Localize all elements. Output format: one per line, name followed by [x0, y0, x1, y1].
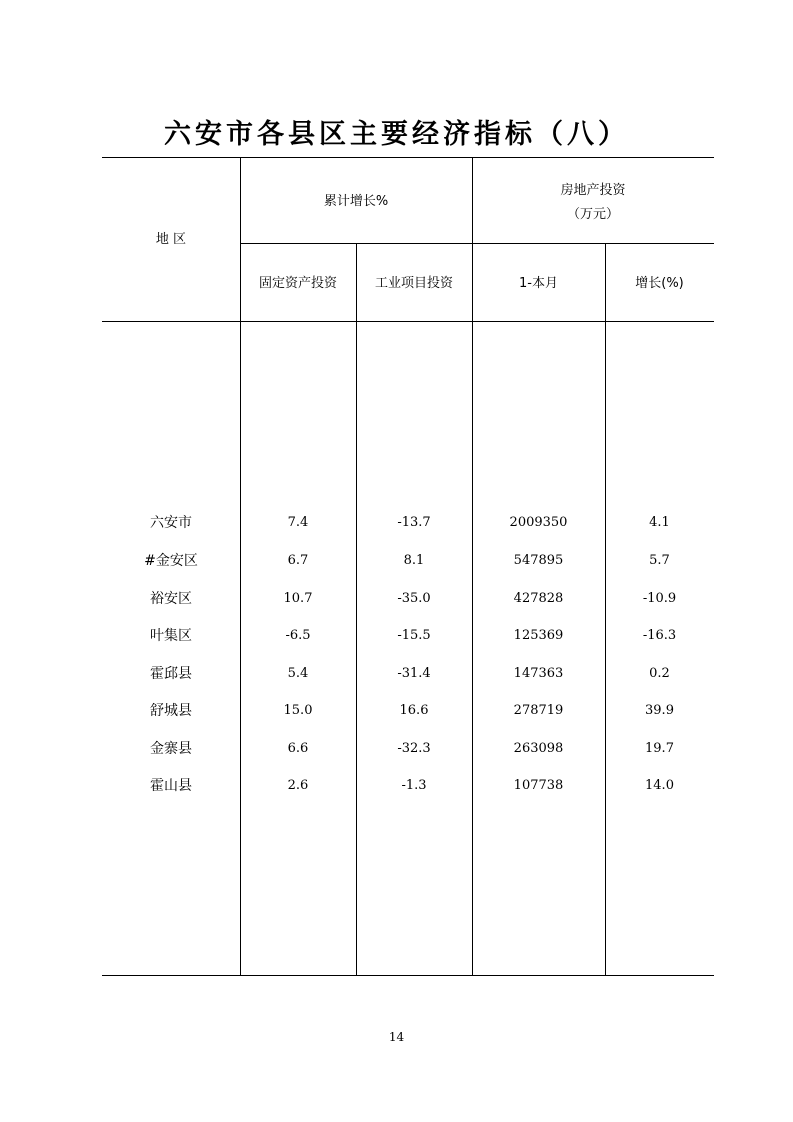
header-region: 地 区: [155, 232, 187, 247]
cell-ytd: 147363: [513, 666, 564, 681]
cell-industrial: -1.3: [401, 778, 427, 793]
row-region: #金安区: [144, 553, 198, 569]
cell-ytd: 427828: [513, 591, 564, 606]
page-number: 14: [388, 1030, 405, 1044]
header-fixed-asset: 固定资产投资: [258, 276, 337, 291]
header-cumulative-growth: 累计增长%: [323, 194, 389, 209]
cell-industrial: 16.6: [399, 703, 429, 718]
header-ytd: 1-本月: [519, 276, 558, 291]
row-region: 金寨县: [150, 741, 192, 757]
cell-ytd: 278719: [513, 703, 564, 718]
row-region: 霍山县: [150, 778, 192, 794]
cell-industrial: -13.7: [397, 515, 431, 530]
cell-industrial: -35.0: [397, 591, 431, 606]
row-region: 六安市: [150, 515, 192, 531]
table-top-rule: [102, 157, 714, 158]
cell-growth: -10.9: [642, 591, 677, 606]
cell-ytd: 107738: [513, 778, 564, 793]
table-bottom-rule: [102, 975, 714, 976]
cell-growth: 39.9: [645, 703, 674, 718]
cell-growth: 5.7: [649, 553, 670, 568]
cell-ytd: 2009350: [509, 515, 568, 530]
cell-fixed-asset: 10.7: [283, 591, 313, 606]
column-divider-fixed-asset: [356, 243, 357, 976]
cell-growth: -16.3: [642, 628, 677, 643]
header-industrial-project: 工业项目投资: [374, 276, 453, 291]
page-title: 六安市各县区主要经济指标（八）: [164, 119, 629, 150]
cell-fixed-asset: 6.6: [287, 741, 309, 756]
cell-industrial: -32.3: [397, 741, 431, 756]
row-region: 舒城县: [150, 703, 192, 719]
cell-industrial: 8.1: [403, 553, 425, 568]
header-real-estate-unit: （万元）: [566, 207, 619, 222]
cell-growth: 4.1: [649, 515, 670, 530]
cell-fixed-asset: 7.4: [287, 515, 309, 530]
cell-fixed-asset: 5.4: [287, 666, 309, 681]
column-divider-ytd: [605, 243, 606, 976]
header-growth: 增长(%): [635, 276, 684, 291]
cell-fixed-asset: -6.5: [285, 628, 311, 643]
cell-industrial: -31.4: [397, 666, 431, 681]
row-region: 霍邱县: [150, 666, 192, 682]
cell-fixed-asset: 6.7: [287, 553, 309, 568]
cell-ytd: 263098: [513, 741, 564, 756]
cell-growth: 0.2: [649, 666, 670, 681]
row-region: 裕安区: [150, 591, 192, 607]
cell-industrial: -15.5: [397, 628, 431, 643]
row-region: 叶集区: [150, 628, 192, 644]
cell-ytd: 547895: [513, 553, 564, 568]
cell-fixed-asset: 2.6: [287, 778, 309, 793]
cell-growth: 19.7: [645, 741, 674, 756]
cell-growth: 14.0: [645, 778, 674, 793]
header-real-estate: 房地产投资: [560, 183, 626, 198]
cell-fixed-asset: 15.0: [283, 703, 313, 718]
header-mid-rule: [240, 243, 714, 244]
cell-ytd: 125369: [513, 628, 564, 643]
header-bottom-rule: [102, 321, 714, 322]
